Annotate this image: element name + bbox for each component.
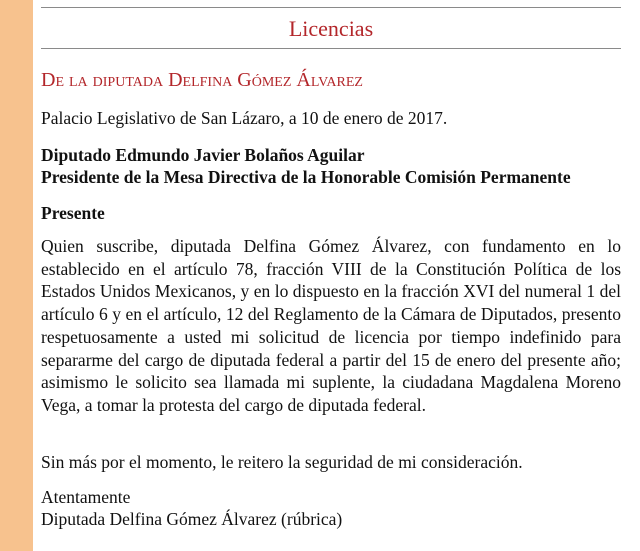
document-page [41,0,621,551]
recipient-name: Diputado Edmundo Javier Bolaños Aguilar [41,145,365,165]
recipient-block [41,144,621,188]
recipient-position: Presidente de la Mesa Directiva de la Honorable Comisión Permanente [41,167,571,187]
salutation: Atentamente [41,487,131,507]
place-date: Palacio Legislativo de San Lázaro, a 10 de enero de 2017. [41,108,448,128]
section-rule-top [41,7,621,8]
signoff-block [41,486,621,530]
body-paragraph: Quien suscribe, diputada Delfina Gómez Álvarez, con fundamento en lo establecido en el artículo 78, fracción VIII de la Constitución Política de los Estados Unidos Mexicanos, y en lo dispuesto en la fracción XVI del numeral 1 del artículo 6 y en el artículo, 12 del Reglamento de la Cámara de Diputados, presento respetuosamente a usted mi solicitud de licencia por tiempo indefinido para separarme del cargo de diputada federal a partir del 15 de enero del presente año; asimismo le solicito sea llamada mi suplente, la ciudadana Magdalena Moreno Vega, a tomar la protesta del cargo de diputada federal. [41,236,621,415]
closing-paragraph: Sin más por el momento, le reitero la seguridad de mi consideración. [41,452,523,472]
section-rule-bottom [41,48,621,49]
section-title: Licencias [288,16,374,41]
document-heading: De la diputada Delfina Gómez Álvarez [41,69,363,91]
left-margin-band [0,0,33,551]
greeting: Presente [41,203,105,223]
signature: Diputada Delfina Gómez Álvarez (rúbrica) [41,509,343,529]
